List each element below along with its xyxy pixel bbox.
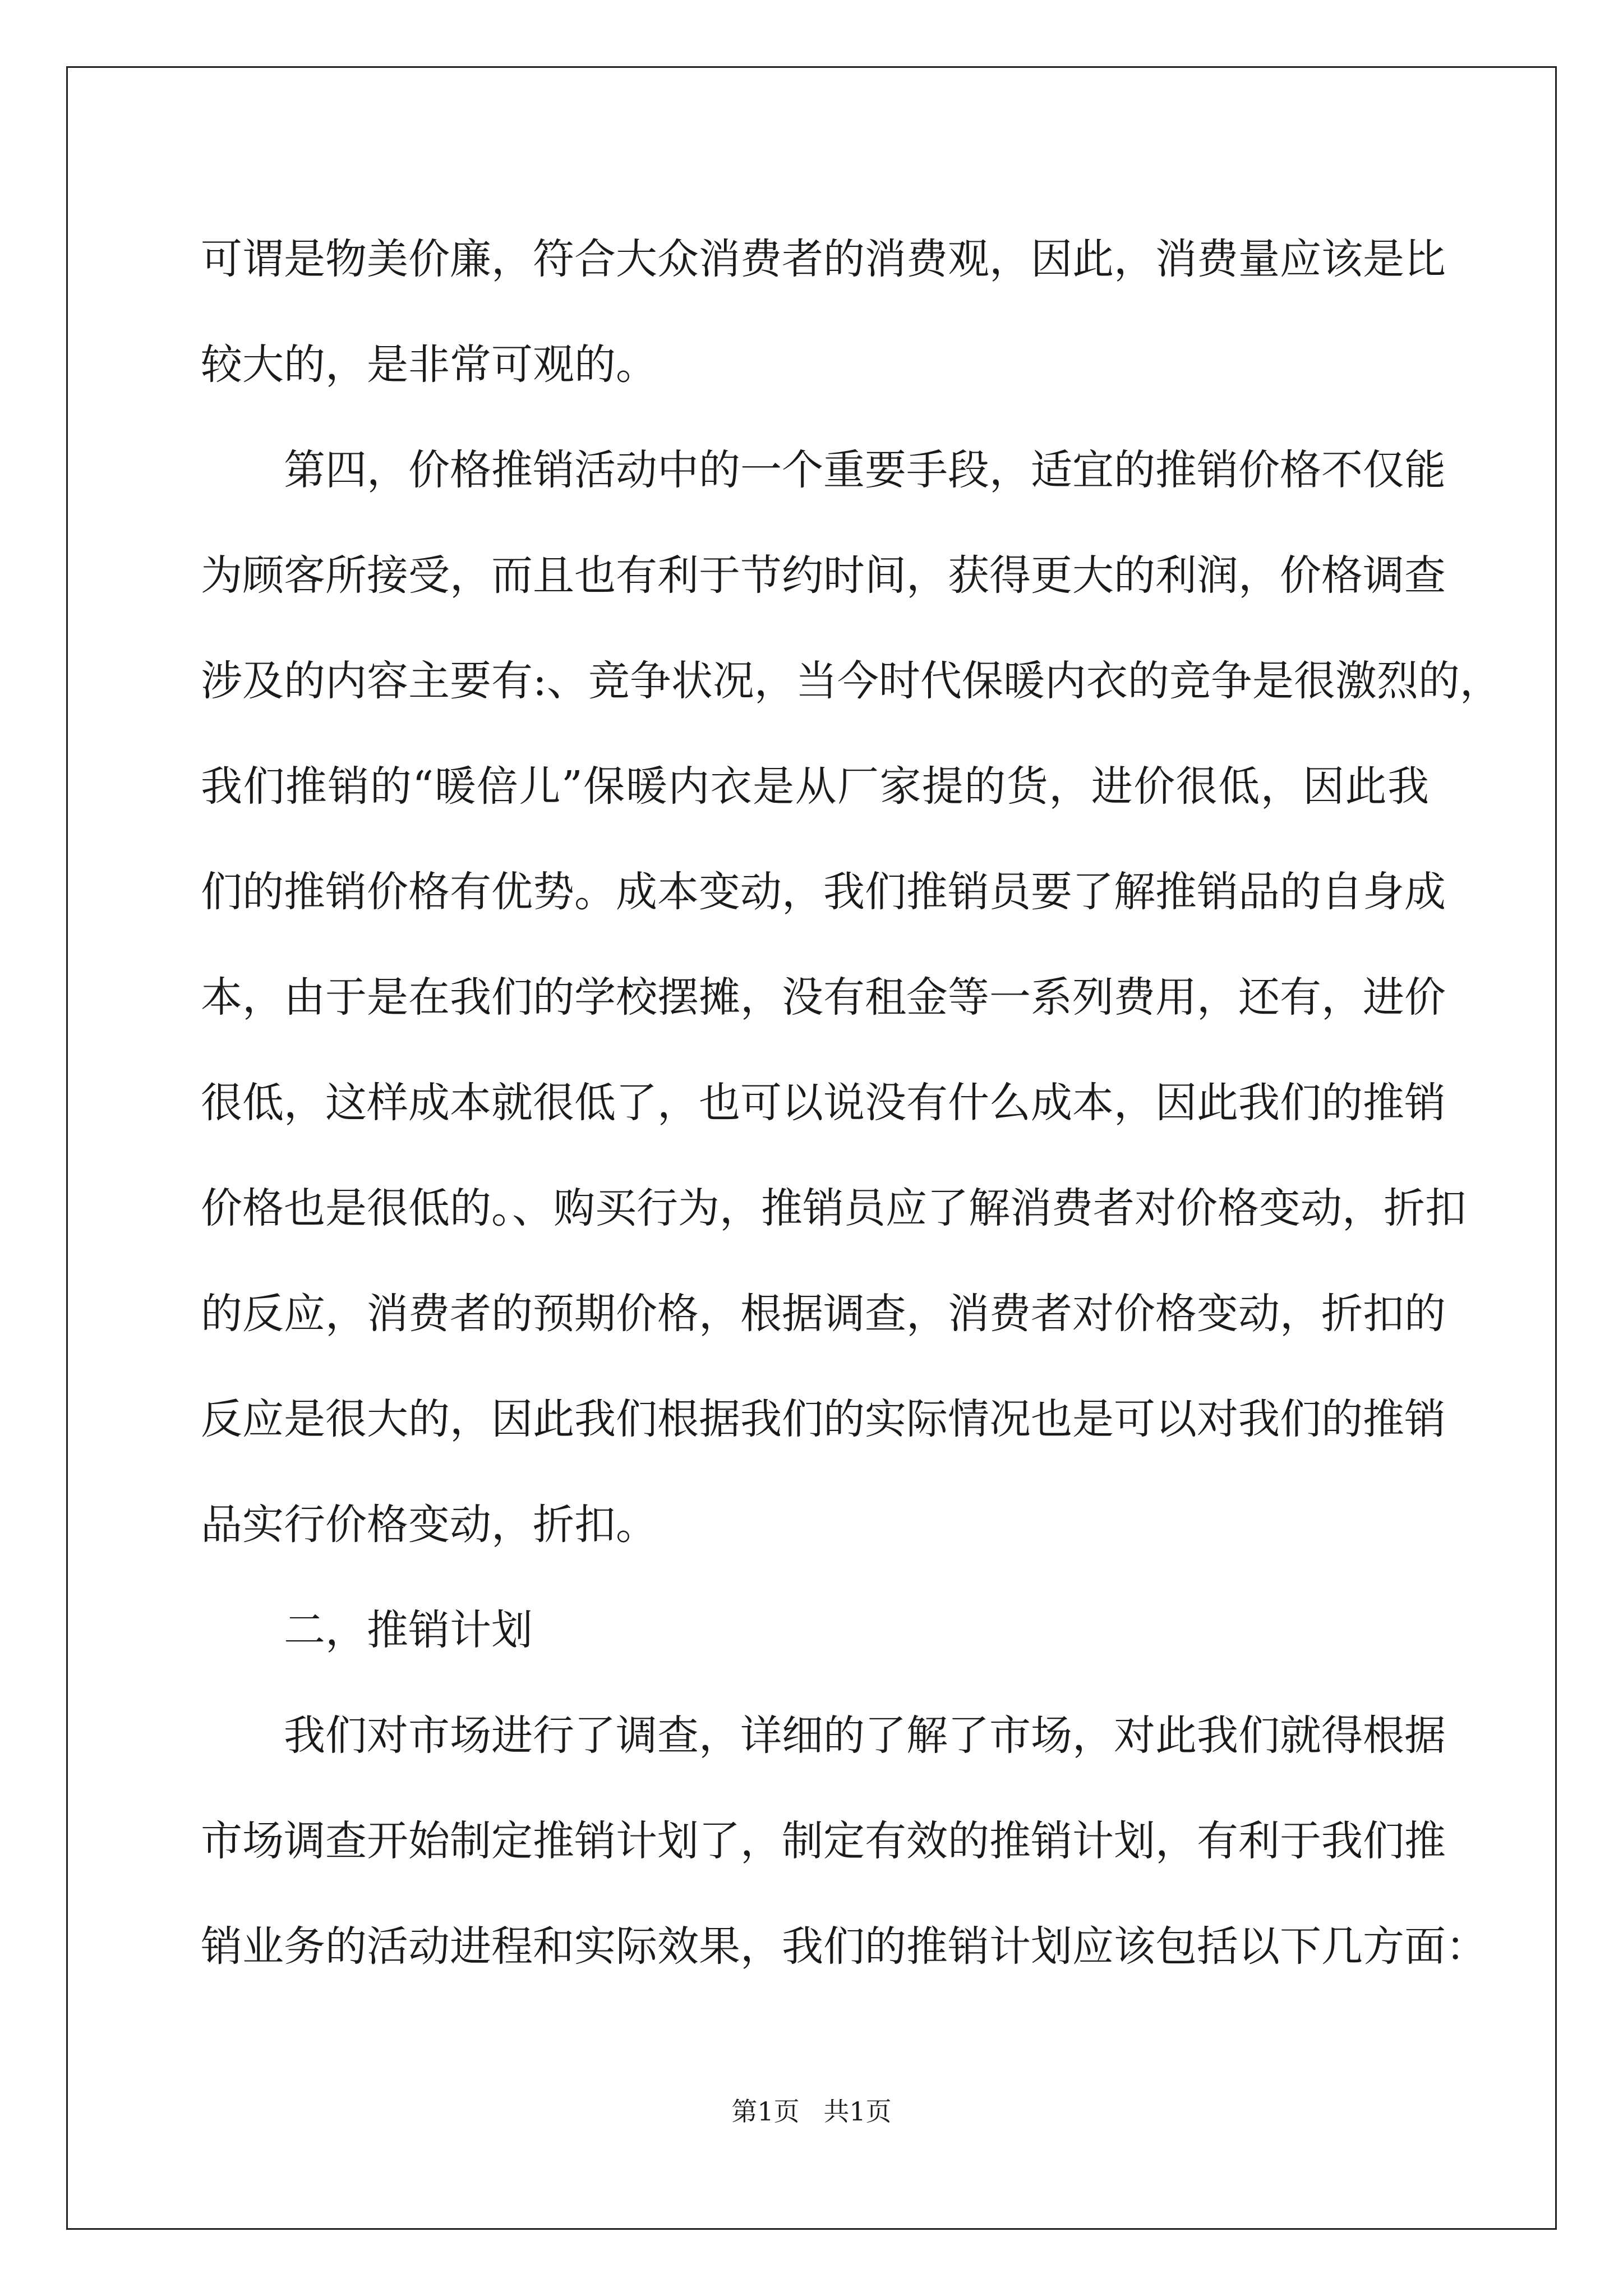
text-line-16: 市场调查开始制定推销计划了，制定有效的推销计划，有利于我们推 bbox=[201, 1817, 1446, 1865]
text-line-8: 本，由于是在我们的学校摆摊，没有租金等一系列费用，还有，进价 bbox=[201, 973, 1446, 1022]
text-line-15: 我们对市场进行了调查，详细的了解了市场，对此我们就得根据 bbox=[284, 1711, 1446, 1760]
text-line-7: 们的推销价格有优势。成本变动，我们推销员要了解推销品的自身成 bbox=[201, 868, 1446, 916]
text-line-13: 品实行价格变动，折扣。 bbox=[201, 1501, 657, 1549]
page-total: 共1页 bbox=[823, 2096, 892, 2127]
text-line-3: 第四，价格推销活动中的一个重要手段，适宜的推销价格不仅能 bbox=[284, 446, 1446, 494]
text-line-17: 销业务的活动进程和实际效果，我们的推销计划应该包括以下几方面： bbox=[201, 1922, 1487, 1971]
text-line-5: 涉及的内容主要有:、竞争状况，当今时代保暖内衣的竞争是很激烈的， bbox=[201, 657, 1501, 705]
text-line-12: 反应是很大的，因此我们根据我们的实际情况也是可以对我们的推销 bbox=[201, 1395, 1446, 1443]
text-line-1: 可谓是物美价廉，符合大众消费者的消费观，因此，消费量应该是比 bbox=[201, 235, 1446, 283]
text-line-10: 价格也是很低的。、购买行为，推销员应了解消费者对价格变动，折扣 bbox=[201, 1184, 1467, 1232]
section-heading: 二，推销计划 bbox=[284, 1606, 533, 1654]
text-line-9: 很低，这样成本就很低了，也可以说没有什么成本，因此我们的推销 bbox=[201, 1079, 1446, 1127]
text-line-4: 为顾客所接受，而且也有利于节约时间，获得更大的利润，价格调查 bbox=[201, 551, 1446, 600]
text-line-6: 我们推销的“暖倍儿”保暖内衣是从厂家提的货，进价很低，因此我 bbox=[201, 762, 1429, 811]
text-line-11: 的反应，消费者的预期价格，根据调查，消费者对价格变动，折扣的 bbox=[201, 1290, 1446, 1338]
document-body bbox=[201, 206, 1501, 1999]
page-number: 第1页 bbox=[731, 2096, 800, 2127]
text-line-2: 较大的，是非常可观的。 bbox=[201, 341, 657, 389]
page-footer bbox=[0, 2091, 1623, 2128]
